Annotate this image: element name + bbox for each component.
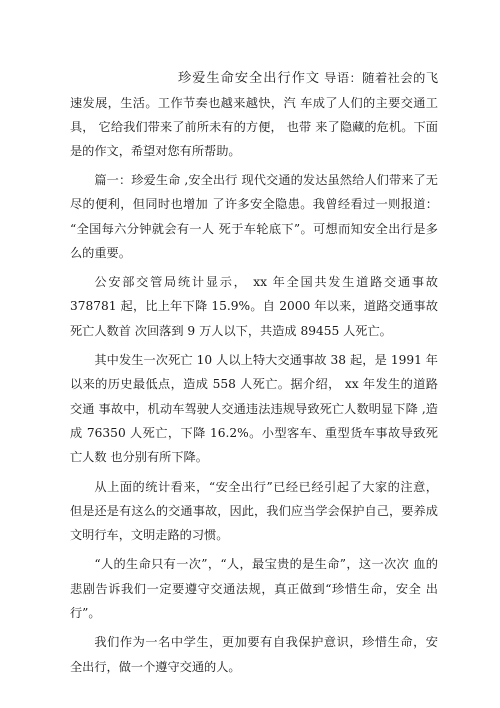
paragraph-6: 我们作为一名中学生，更加要有自我保护意识，珍惜生命，安 全出行，做一个遵守交通的人。: [70, 635, 438, 674]
paragraph-4: 从上面的统计看来，“安全出行”已经已经引起了大家的注意， 但是还是有这么的交通事故，因此，我们应当学会保护自己，要养成 文明行车，文明走路的习惯。: [70, 479, 438, 543]
paragraph-1: 篇一：珍爱生命 ,安全出行 现代交通的发达虽然给人们带来了无尽的便利，但同时也增加 了许多安全隐患。我曾经看过一则报道： “全国每六分钟就会有一人 死于车轮底下”。可想而知安全出行是多么的重要。: [70, 173, 438, 260]
document-title: 珍爱生命安全出行作文: [178, 71, 321, 86]
intro-block: [70, 66, 438, 163]
paragraph-5: “人的生命只有一次”，“人，最宝贵的是生命”，这一次次 血的悲剧告诉我们一定要遵守交通法规，真正做到“珍惜生命，安全 出行”。: [70, 557, 438, 621]
paragraph-2: 公安部交管局统计显示， xx 年全国共发生道路交通事故 378781 起，比上年下降 15.9%。自 2000 年以来，道路交通事故死亡人数首 次回落到 9 万人以下，共造成 89455 人死亡。: [70, 275, 438, 338]
paragraph-3: 其中发生一次死亡 10 人以上特大交通事故 38 起，是 1991 年以来的历史最低点，造成 558 人死亡。据介绍， xx 年发生的道路交通 事故中，机动车驾驶人交通违法违规导致死亡人数明显下降 ,造成 76350 人死亡，下降 16.2%。小型客车、重型货车事故导致死亡人数 也分别有所下降。: [70, 353, 438, 465]
intro-lead: 导语：随着社会的飞速发展，生活。工作节奏也越来越快，汽 车成了人们的主要交通工具， 它给我们带来了前所未有的方便， 也带 来了隐藏的危机。下面是的作文，希望对您有所帮助。: [70, 71, 439, 158]
